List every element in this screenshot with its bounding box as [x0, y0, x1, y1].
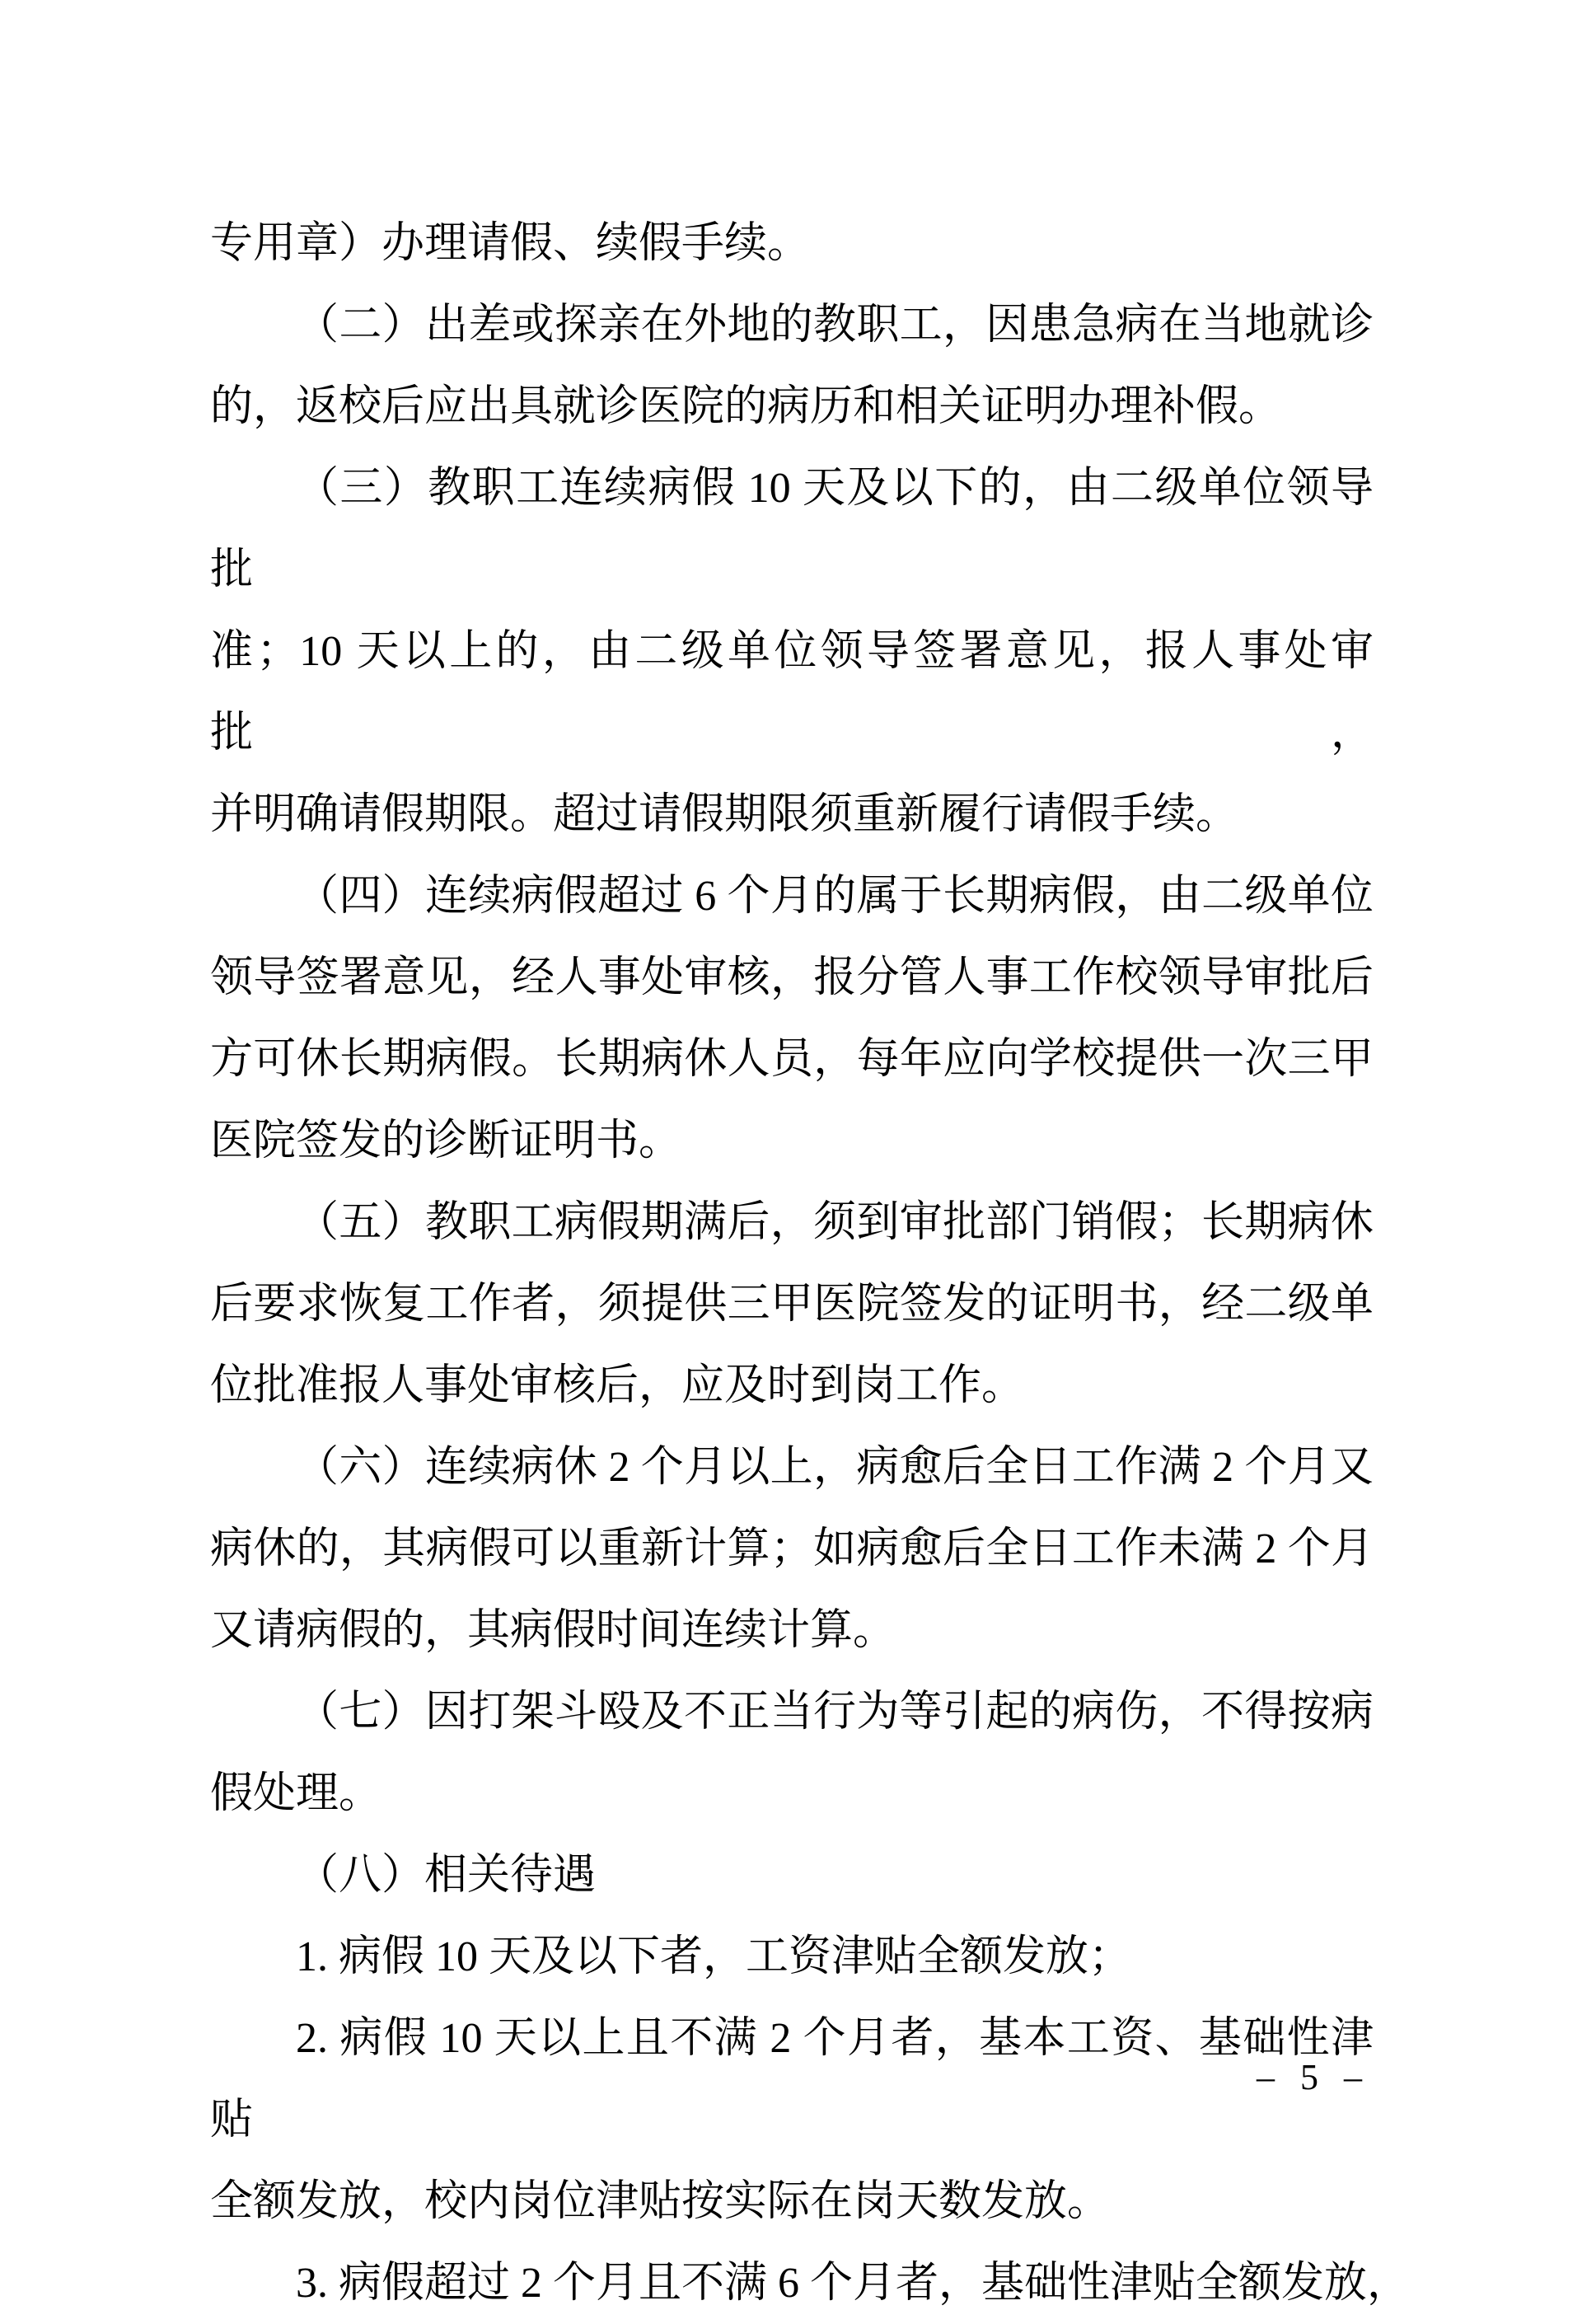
- text-line: 医院签发的诊断证明书。: [210, 1117, 682, 1164]
- text-line: 又请病假的，其病假时间连续计算。: [210, 1607, 896, 1654]
- text-line: 专用章）办理请假、续假手续。: [210, 220, 811, 267]
- text-line: （八）相关待遇: [296, 1852, 597, 1899]
- text-line: 病休的，其病假可以重新计算；如病愈后全日工作未满 2 个月: [210, 1525, 1374, 1572]
- text-line: 2. 病假 10 天以上且不满 2 个月者，基本工资、基础性津贴: [210, 2015, 1374, 2144]
- text-line: （六）连续病休 2 个月以上，病愈后全日工作满 2 个月又: [296, 1444, 1374, 1491]
- page-number: – 5 –: [1257, 2057, 1370, 2097]
- text-line: （二）出差或探亲在外地的教职工，因患急病在当地就诊: [296, 302, 1374, 349]
- text-line: 假处理。: [210, 1770, 382, 1817]
- text-line: （七）因打架斗殴及不正当行为等引起的病伤，不得按病: [296, 1689, 1374, 1736]
- text-line: （四）连续病假超过 6 个月的属于长期病假，由二级单位: [296, 873, 1374, 920]
- text-line: 1. 病假 10 天及以下者，工资津贴全额发放；: [296, 1933, 1132, 1980]
- text-line: 位批准报人事处审核后，应及时到岗工作。: [210, 1362, 1025, 1409]
- text-line: 后要求恢复工作者，须提供三甲医院签发的证明书，经二级单: [210, 1281, 1374, 1328]
- text-line: 3. 病假超过 2 个月且不满 6 个月者，基础性津贴全额发放，: [296, 2260, 1411, 2307]
- text-line: 全额发放，校内岗位津贴按实际在岗天数发放。: [210, 2178, 1111, 2225]
- text-line: （三）教职工连续病假 10 天及以下的，由二级单位领导批: [210, 465, 1374, 593]
- document-body: [210, 203, 1411, 2324]
- text-line: （五）教职工病假期满后，须到审批部门销假；长期病休: [296, 1199, 1374, 1246]
- text-line: 方可休长期病假。长期病休人员，每年应向学校提供一次三甲: [210, 1036, 1374, 1083]
- text-line: 并明确请假期限。超过请假期限须重新履行请假手续。: [210, 791, 1239, 838]
- text-line: 准；10 天以上的，由二级单位领导签署意见，报人事处审批，: [210, 628, 1374, 757]
- text-line: 的，返校后应出具就诊医院的病历和相关证明办理补假。: [210, 383, 1282, 430]
- text-line: 领导签署意见，经人事处审核，报分管人事工作校领导审批后: [210, 954, 1374, 1001]
